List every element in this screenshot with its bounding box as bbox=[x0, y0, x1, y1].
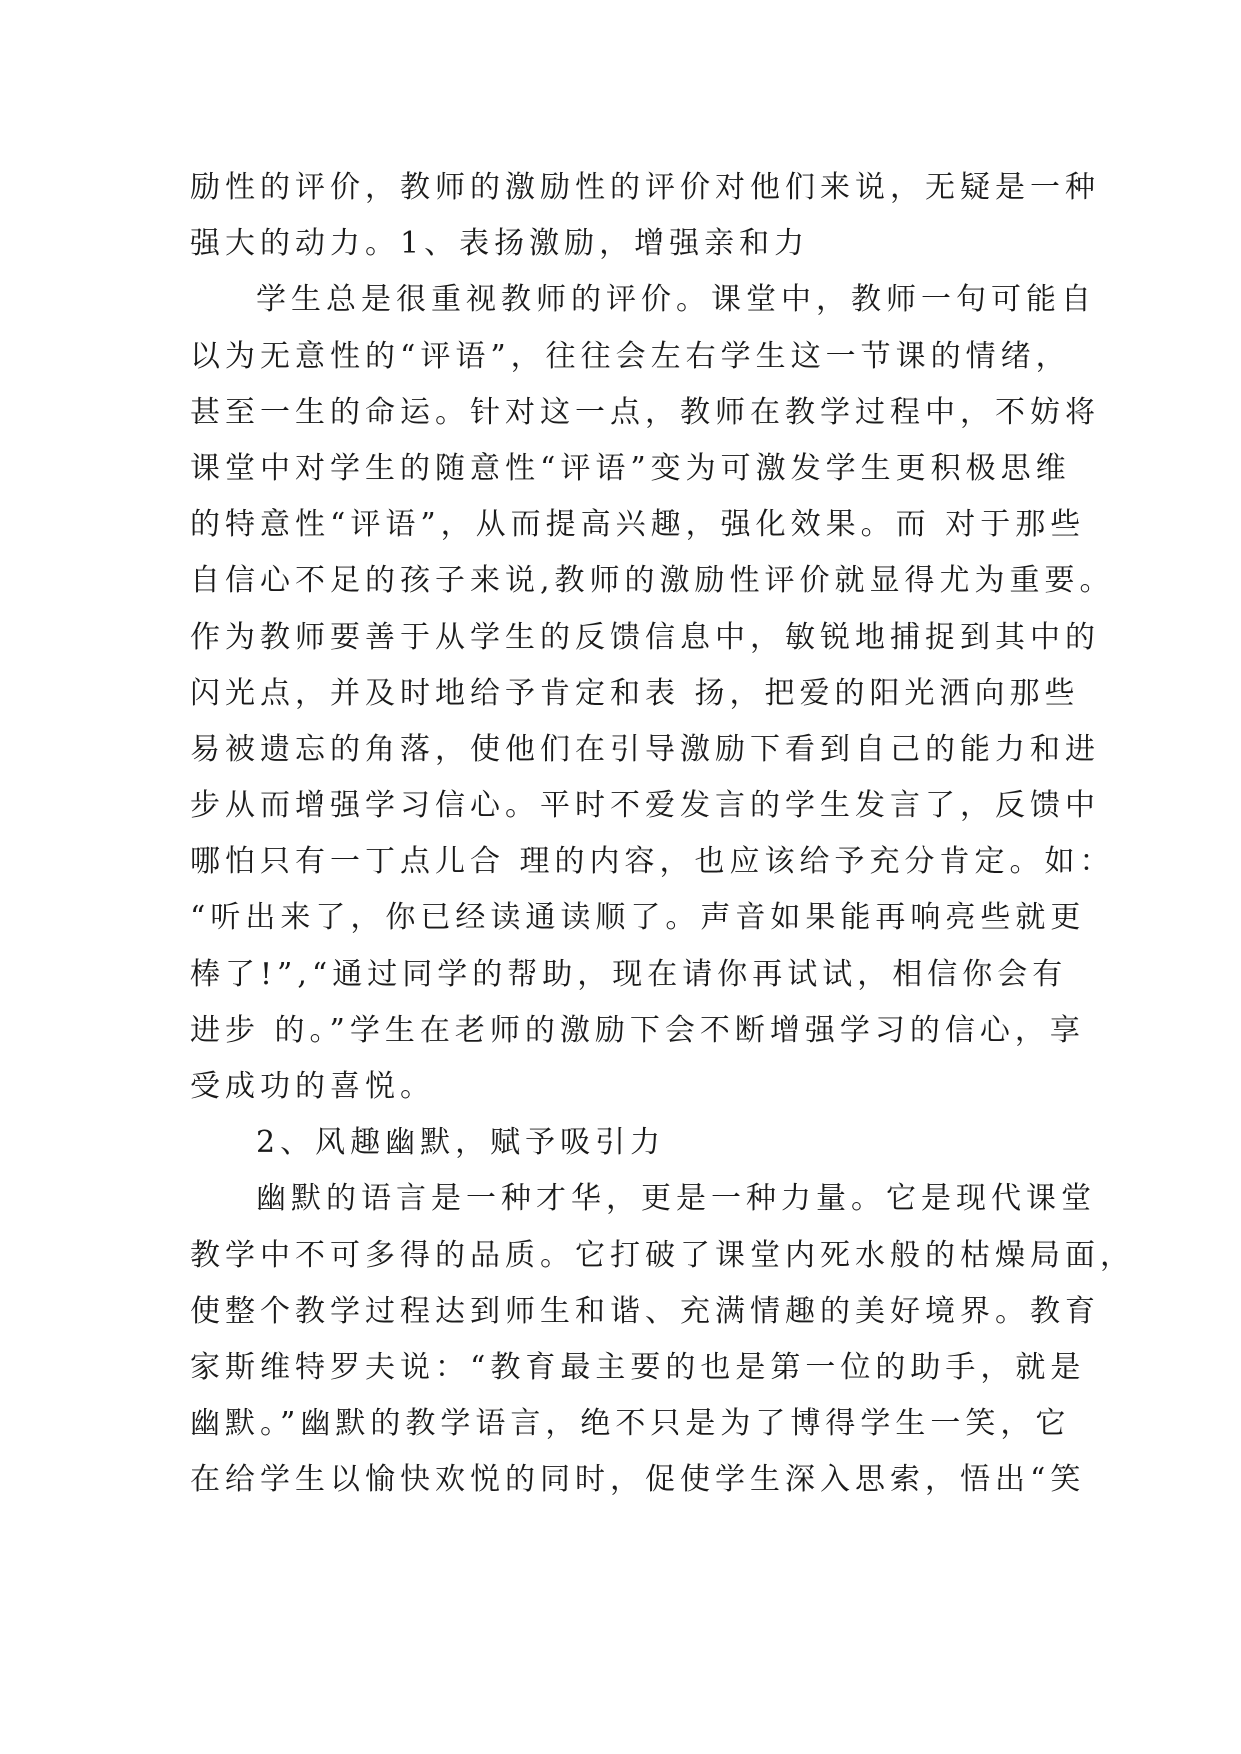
text-line: 作为教师要善于从学生的反馈信息中，敏锐地捕捉到其中的 bbox=[190, 619, 1100, 655]
text-line: 的特意性“评语”，从而提高兴趣，强化效果。而 对于那些 bbox=[190, 507, 1086, 543]
text-line: 棒了!”,“通过同学的帮助，现在请你再试试，相信你会有 bbox=[190, 956, 1068, 992]
text-line: 易被遗忘的角落，使他们在引导激励下看到自己的能力和进 bbox=[190, 731, 1100, 767]
text-line: 家斯维特罗夫说：“教育最主要的也是第一位的助手，就是 bbox=[190, 1349, 1086, 1385]
section-heading: 2、风趣幽默，赋予吸引力 bbox=[256, 1125, 666, 1161]
text-line: 使整个教学过程达到师生和谐、充满情趣的美好境界。教育 bbox=[190, 1293, 1100, 1329]
text-line: 步从而增强学习信心。平时不爱发言的学生发言了，反馈中 bbox=[190, 788, 1100, 824]
text-line: 闪光点，并及时地给予肯定和表 扬，把爱的阳光洒向那些 bbox=[190, 675, 1080, 711]
text-line: 幽默。”幽默的教学语言，绝不只是为了博得学生一笑，它 bbox=[190, 1406, 1071, 1442]
text-line: 教学中不可多得的品质。它打破了课堂内死水般的枯燥局面， bbox=[190, 1237, 1135, 1273]
text-line: “听出来了，你已经读通读顺了。声音如果能再响亮些就更 bbox=[190, 900, 1086, 936]
text-line: 励性的评价，教师的激励性的评价对他们来说，无疑是一种 bbox=[190, 170, 1100, 205]
text-line: 以为无意性的“评语”，往往会左右学生这一节课的情绪， bbox=[190, 338, 1071, 374]
text-line: 课堂中对学生的随意性“评语”变为可激发学生更积极思维 bbox=[190, 450, 1071, 486]
text-line: 在给学生以愉快欢悦的同时，促使学生深入思索，悟出“笑 bbox=[190, 1462, 1086, 1498]
document-body bbox=[190, 160, 1135, 1509]
text-line: 学生总是很重视教师的评价。课堂中，教师一句可能自 bbox=[256, 282, 1096, 318]
text-line: 进步 的。”学生在老师的激励下会不断增强学习的信心，享 bbox=[190, 1012, 1085, 1048]
text-line: 甚至一生的命运。针对这一点，教师在教学过程中，不妨将 bbox=[190, 394, 1100, 430]
text-line: 自信心不足的孩子来说,教师的激励性评价就显得尤为重要。 bbox=[190, 563, 1115, 599]
text-line: 幽默的语言是一种才华，更是一种力量。它是现代课堂 bbox=[256, 1181, 1096, 1217]
text-line: 强大的动力。1、表扬激励，增强亲和力 bbox=[190, 226, 810, 262]
text-line: 受成功的喜悦。 bbox=[190, 1069, 435, 1104]
text-line: 哪怕只有一丁点儿合 理的内容，也应该给予充分肯定。如： bbox=[190, 844, 1115, 880]
